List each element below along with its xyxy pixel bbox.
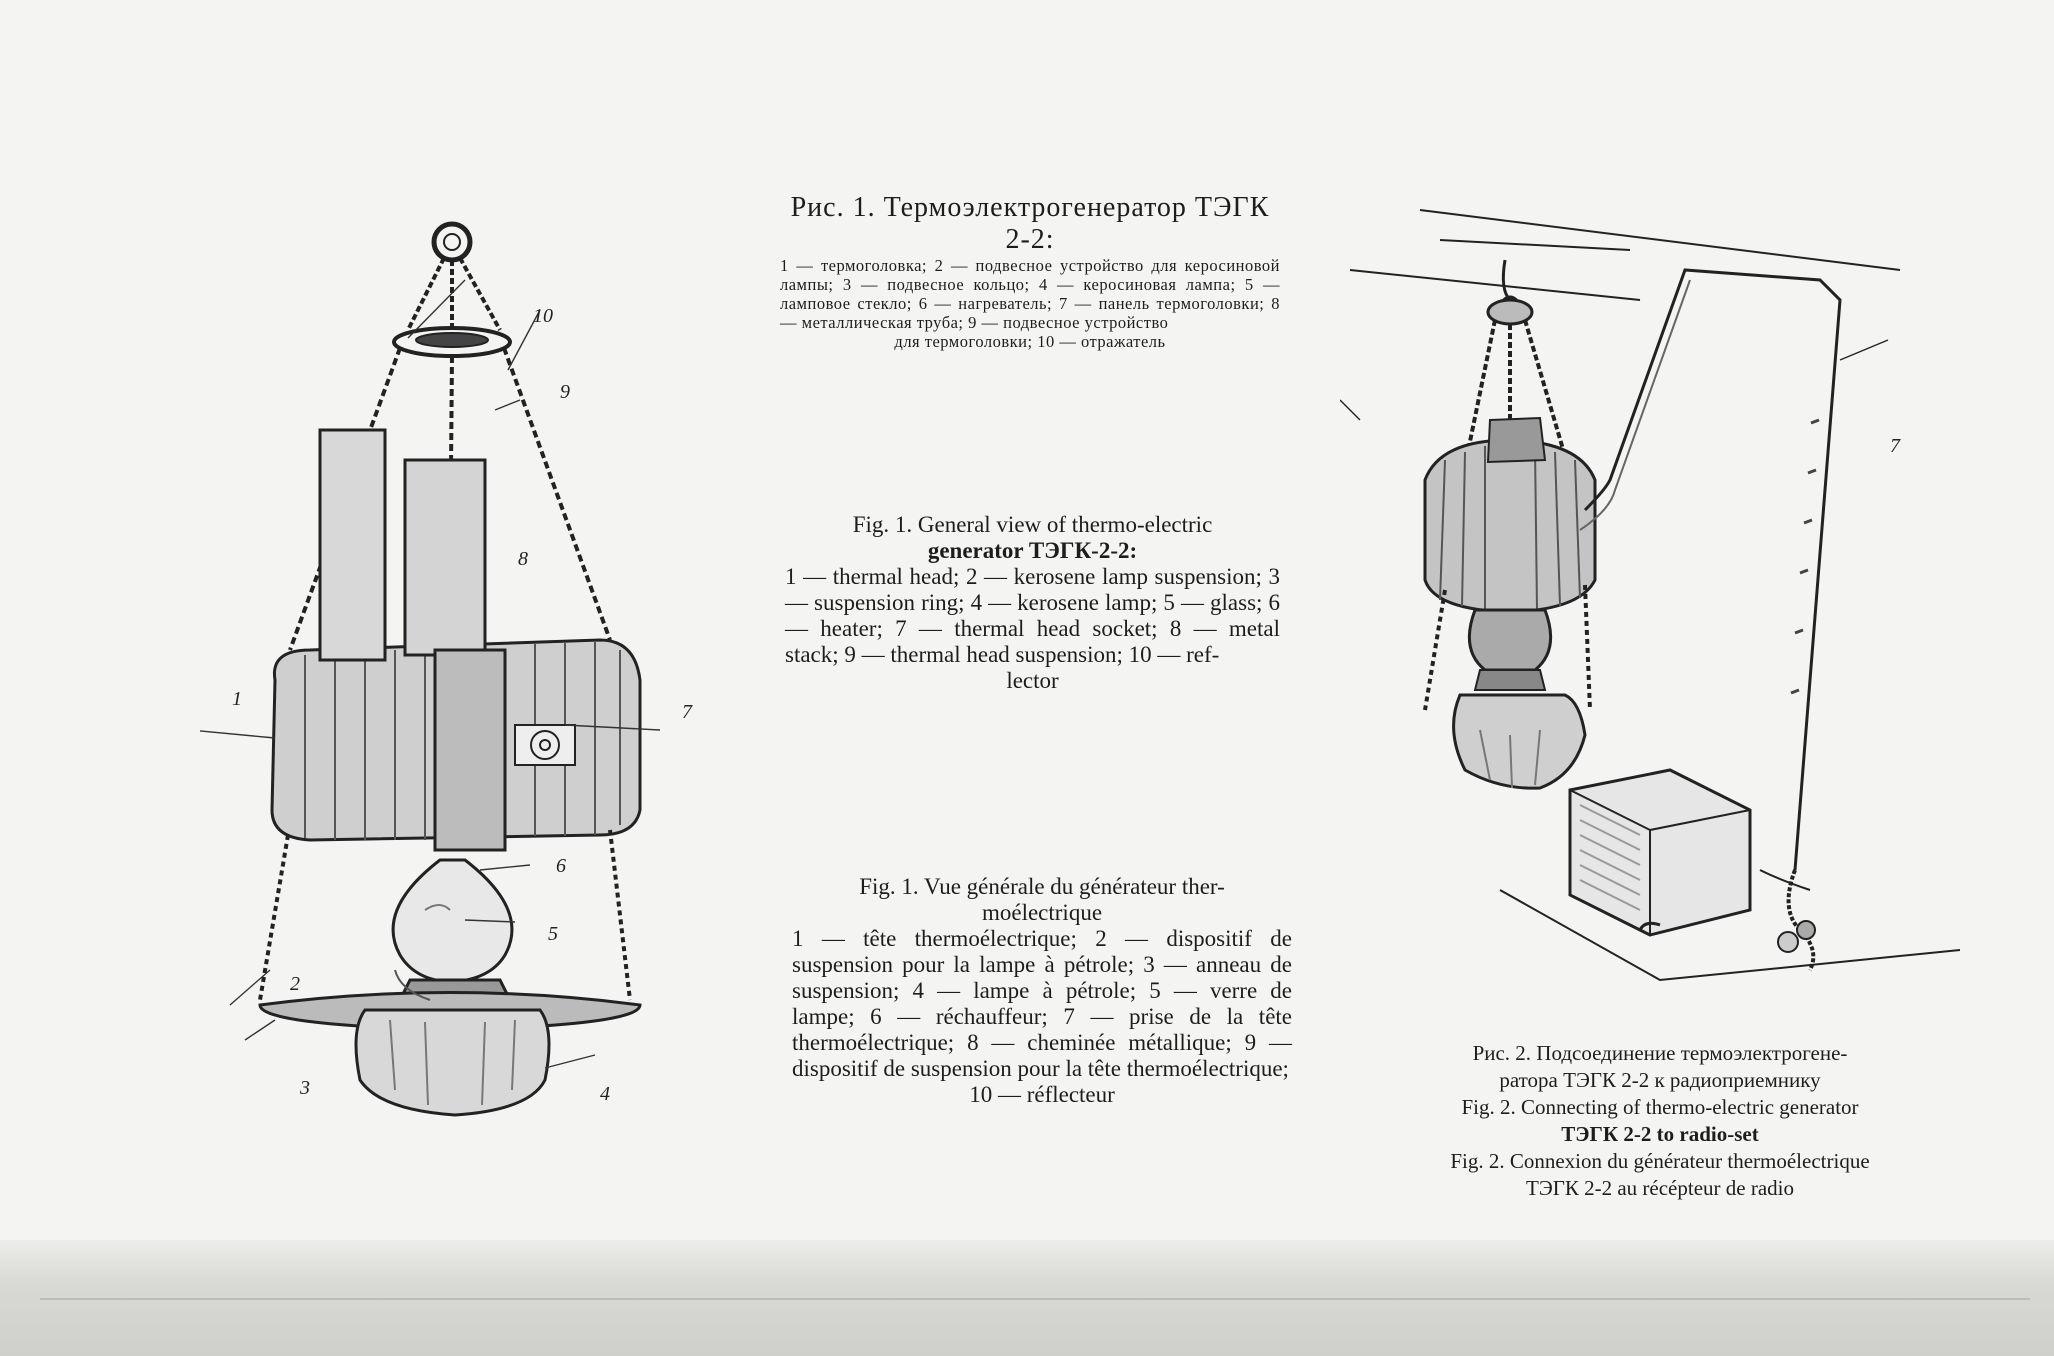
callout-1: 1 xyxy=(232,688,242,710)
callout-4: 4 xyxy=(600,1083,610,1105)
page-fold-line xyxy=(40,1298,2030,1300)
fig2-en-line1: Fig. 2. Connecting of thermo-electric generator xyxy=(1461,1095,1859,1119)
figure-2-illustration xyxy=(1340,190,1980,1050)
fig1-en-title-2: generator ТЭГК-2-2: xyxy=(927,538,1138,563)
fig1-fr-body: 1 — tête thermoélectrique; 2 — dispositif de suspension pour la lampe à pétrole; 3 — anneau de suspension; 4 — lampe à pétrole; 5 — verre de lampe; 6 — réchauffeur; 7 — prise de la tête thermoélectrique; 8 — cheminée métallique; 9 — dispositif de suspension pour la tête thermoélectrique; xyxy=(792,926,1292,1081)
figure-1-illustration xyxy=(200,210,760,1190)
callout-7: 7 xyxy=(682,701,692,723)
fig2-fr-line1: Fig. 2. Connexion du générateur thermoélectrique xyxy=(1450,1149,1870,1173)
callout-5: 5 xyxy=(548,923,558,945)
callout-10: 10 xyxy=(533,305,553,327)
fig1-fr-title-1: Fig. 1. Vue générale du générateur ther- xyxy=(859,874,1225,899)
fig2-ru-line1: Рис. 2. Подсоединение термоэлектрогене- xyxy=(1472,1041,1848,1065)
callout-3: 3 xyxy=(300,1077,310,1099)
callout-fig2-7: 7 xyxy=(1890,435,1900,457)
fig1-ru-body: 1 — термоголовка; 2 — подвесное устройство для керосиновой лампы; 3 — подвесное кольцо; 4 — керосиновая лампа; 5 — ламповое стекло; 6 — нагреватель; 7 — панель термоголовки; 8 — металлическая труба; 9 — подвесное устройство xyxy=(780,256,1280,332)
callout-2: 2 xyxy=(290,973,300,995)
fig2-en-line2: ТЭГК 2-2 to radio-set xyxy=(1561,1122,1759,1146)
fig1-en-title-1: Fig. 1. General view of thermo-electric xyxy=(852,512,1213,537)
fig2-fr-line2: ТЭГК 2-2 au récépteur de radio xyxy=(1526,1176,1794,1200)
fig1-caption-english xyxy=(785,512,1280,694)
callout-9: 9 xyxy=(560,381,570,403)
fig1-ru-tail: для термоголовки; 10 — отражатель xyxy=(894,332,1166,351)
fig1-fr-tail: 10 — réflecteur xyxy=(969,1082,1115,1107)
fig1-fr-title-2: moélectrique xyxy=(981,900,1103,925)
fig2-ru-line2: ратора ТЭГК 2-2 к радиоприемнику xyxy=(1499,1068,1821,1092)
fig1-en-tail: lector xyxy=(1006,668,1059,693)
fig1-caption-french xyxy=(792,874,1292,1108)
callout-6: 6 xyxy=(556,855,566,877)
fig2-caption xyxy=(1330,1040,1990,1202)
fig1-ru-title: Рис. 1. Термоэлектрогенератор ТЭГК 2-2: xyxy=(790,192,1270,255)
callout-8: 8 xyxy=(518,548,528,570)
fig1-caption-russian xyxy=(780,192,1280,351)
fig1-en-body: 1 — thermal head; 2 — kerosene lamp suspension; 3 — suspension ring; 4 — kerosene lamp; 5 — glass; 6 — heater; 7 — thermal head socket; 8 — metal stack; 9 — thermal head suspension; 10 — ref- xyxy=(785,564,1280,667)
